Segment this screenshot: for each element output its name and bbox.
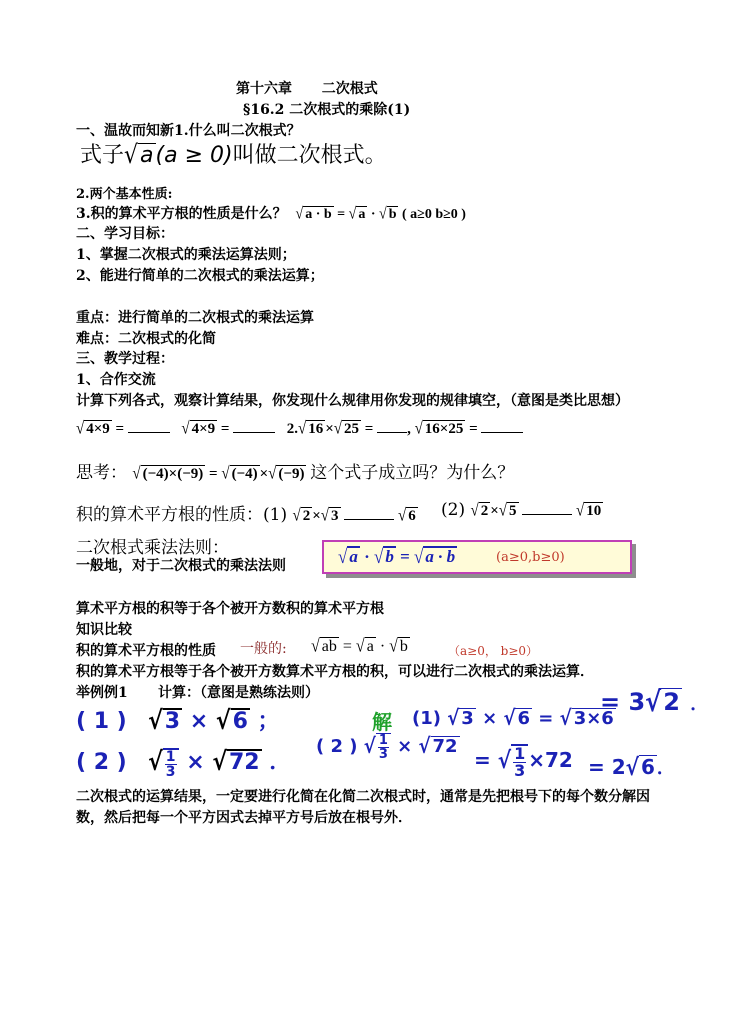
goal-item-1: 1、掌握二次根式的乘法运算法则； [76,247,296,263]
definition-line: 式子√a(a ≥ 0)叫做二次根式。 [80,141,387,170]
blank-5[interactable] [344,505,394,520]
compare-formula: √ ab = √ a · √ b [311,636,408,657]
compare-heading: 知识比较 [76,622,132,638]
solution-2-result: = 2√ 6 ． [588,753,675,781]
coop-heading: 1、合作交流 [76,372,156,388]
compare-condition: （a≥0， b≥0） [448,644,539,658]
blank-2[interactable] [233,420,275,433]
compare-general: 一般的: [240,641,287,657]
key-point: 重点：进行简单的二次根式的乘法运算 [76,310,314,326]
rule-formula: √ a · √ b = √ a · b [338,545,456,568]
rule-general: 一般地，对于二次根式的乘法法则 [76,558,286,574]
conclusion-line-2: 数，然后把每一个平方因式去掉平方号后放在根号外． [76,810,412,826]
chapter-label: 第十六章 二次根式 [236,81,378,97]
rule-condition: (a≥0,b≥0) [496,550,565,565]
q3-text: 3.积的算术平方根的性质是什么？ √ a · b = √ a · √ b ( a≥0 b≥0 ) [76,205,466,224]
instruction-text: 计算下列各式，观察计算结果，你发现什么规律用你发现的规律填空，（意图是类比思想） [76,393,629,409]
process-heading: 三、教学过程： [76,351,174,367]
compare-prop: 积的算术平方根的性质 [76,643,216,659]
section-title: §16.2 二次根式的乘除(1) [243,102,411,118]
example-q1: ( 1 ) √3 × √6 ； [76,707,280,736]
solution-2: ( 2 ) √ $\frac{1}{3}$ × √ 72 [316,733,458,762]
example-q2: ( 2 ) √ $\frac{1}{3}$ × √72 ． [76,748,292,780]
property-row: 积的算术平方根的性质：(1) √ 2 ×√ 3 √ 6 [76,505,416,526]
property-row-2: (2) √ 2 ×√ 5 √ 10 [441,500,602,521]
fill-blank-row: √ 4×9 = √ 4×9 = 2.√ 16 ×√ 25 = , √ 16×25 = [76,420,523,438]
blank-6[interactable] [522,500,572,515]
think-row: 思考： √ (−4)×(−9) = √ (−4) ×√ (−9) 这个式子成立吗？为什么？ [76,463,515,484]
example-heading: 举例例1 [76,685,128,701]
blank-4[interactable] [481,420,523,433]
conclusion-line-1: 二次根式的运算结果，一定要进行化简在化简二次根式时，通常是先把根号下的每个数分解因 [76,789,650,805]
q2-text: 2.两个基本性质: [76,187,173,202]
example-calc: 计算：（意图是熟练法则） [158,685,319,701]
rule-formula-box [322,540,632,574]
rule-heading: 二次根式乘法法则： [76,538,229,558]
solution-1-result: = 3√2 ． [600,685,709,719]
compare-text: 积的算术平方根等于各个被开方数算术平方根的积，可以进行二次根式的乘法运算． [76,664,594,680]
review-heading: 一、温故而知新1.什么叫二次根式？ [76,123,301,139]
solution-2-expand: = √ $\frac{1}{3}$ ×72 [474,744,573,780]
goal-item-2: 2、能进行简单的二次根式的乘法运算； [76,268,324,284]
rule-statement: 算术平方根的积等于各个被开方数积的算术平方根 [76,601,384,617]
goals-heading: 二、学习目标： [76,226,174,242]
solution-label: 解 [372,710,392,734]
blank-1[interactable] [128,420,170,433]
q3-formula: √ a · b = √ a · √ b ( a≥0 b≥0 ) [295,205,466,224]
chapter-title: 二次根式 [321,81,378,97]
solution-1: (1) √ 3 × √ 6 = √ 3×6 [412,706,614,731]
blank-3[interactable] [377,420,407,433]
difficulty-point: 难点：二次根式的化简 [76,331,216,347]
